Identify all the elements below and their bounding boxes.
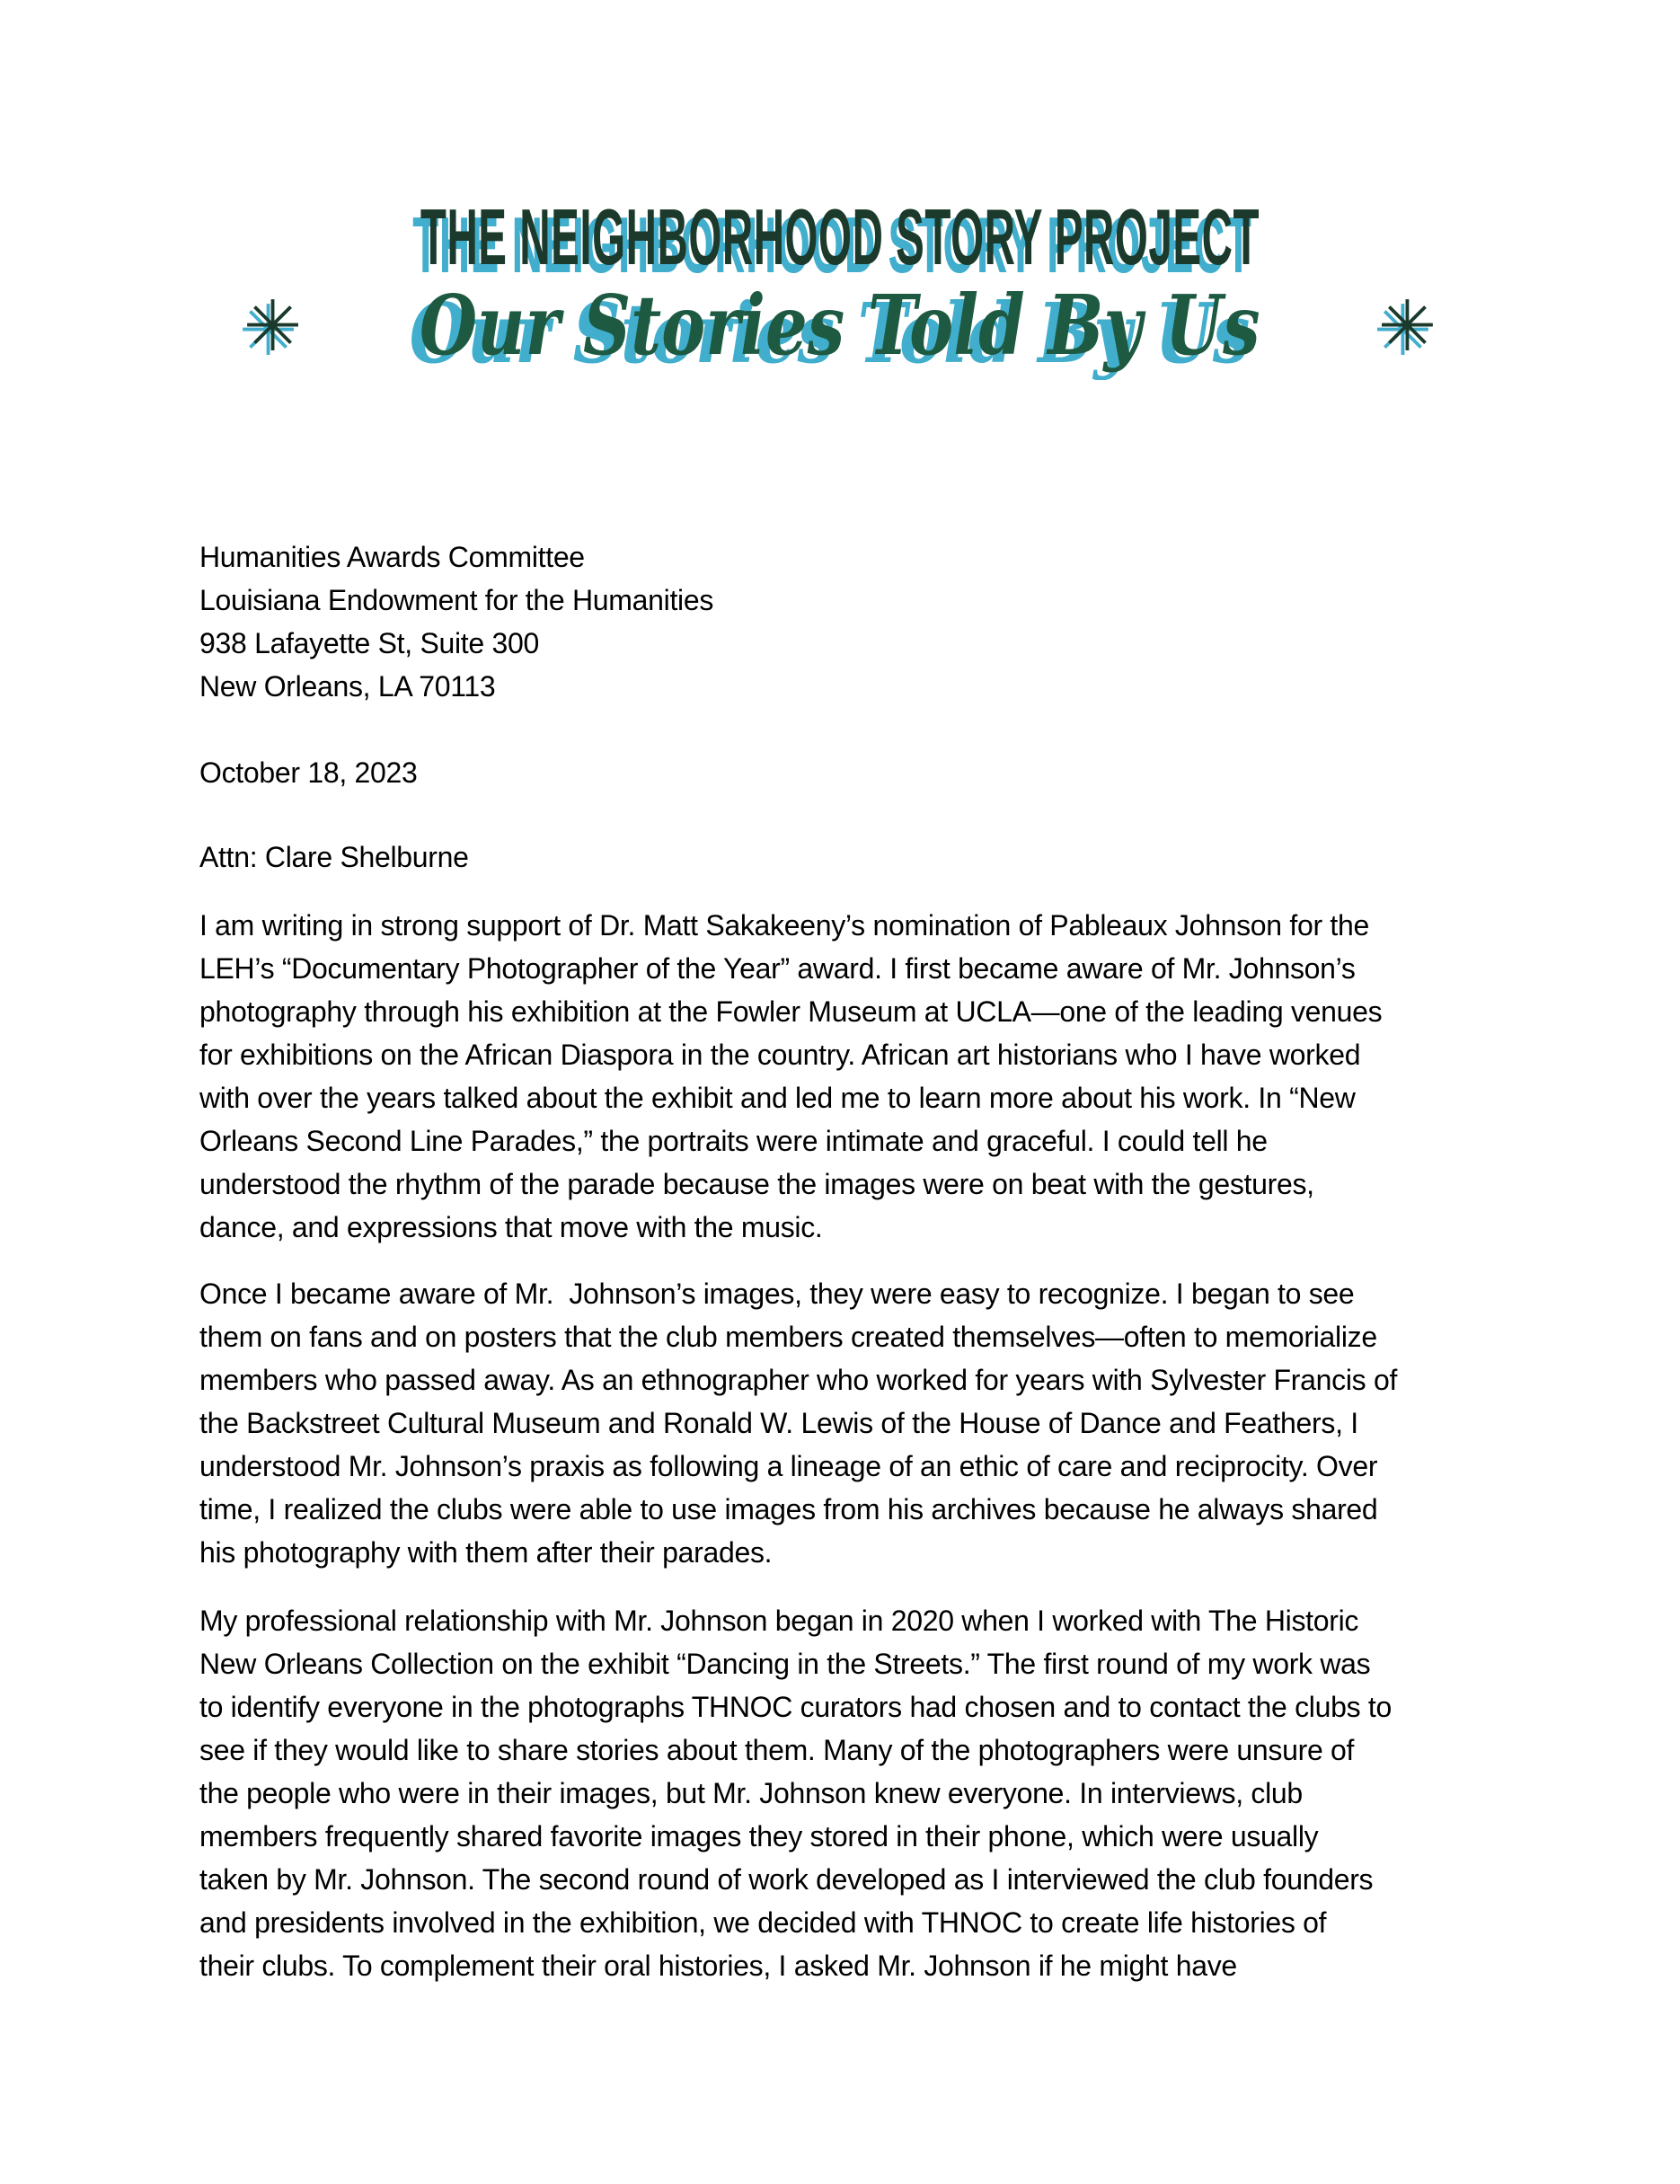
letter-paragraph-1: [199, 904, 1601, 1249]
letter-line: members who passed away. As an ethnographer who worked for years with Sylvester Francis of: [199, 1364, 1398, 1396]
letter-line: members frequently shared favorite images they stored in their phone, which were usually: [199, 1820, 1319, 1852]
letter-line: their clubs. To complement their oral histories, I asked Mr. Johnson if he might have: [199, 1950, 1237, 1982]
letter-paragraph-2: [199, 1272, 1601, 1574]
address-line: Humanities Awards Committee: [199, 541, 585, 573]
logo-title: THE NEIGHBORHOOD STORY PROJECT: [420, 192, 1260, 281]
letter-line: the people who were in their images, but Mr. Johnson knew everyone. In interviews, club: [199, 1777, 1303, 1809]
letter-line: taken by Mr. Johnson. The second round of work developed as I interviewed the club founders: [199, 1863, 1374, 1896]
letter-line: for exhibitions on the African Diaspora in the country. African art historians who I have worked: [199, 1039, 1361, 1071]
letter-line: the Backstreet Cultural Museum and Ronald W. Lewis of the House of Dance and Feathers, I: [199, 1407, 1358, 1439]
address-line: 938 Lafayette St, Suite 300: [199, 627, 539, 659]
logo-tagline-text: Our Stories Told By Us: [420, 277, 1260, 374]
letter-line: Once I became aware of Mr. Johnson’s images, they were easy to recognize. I began to see: [199, 1278, 1355, 1310]
letter-line: see if they would like to share stories about them. Many of the photographers were unsure of: [199, 1734, 1355, 1766]
star-icon-left: ✳: [243, 286, 303, 366]
letter-line: Orleans Second Line Parades,” the portraits were intimate and graceful. I could tell he: [199, 1125, 1268, 1157]
letter-line: My professional relationship with Mr. Johnson began in 2020 when I worked with The Historic: [199, 1605, 1359, 1637]
address-line: New Orleans, LA 70113: [199, 670, 496, 703]
letterhead-logo: [0, 192, 1680, 374]
attention-line: Attn: Clare Shelburne: [199, 841, 469, 873]
logo-tagline: [0, 279, 1680, 374]
recipient-address: [199, 535, 1601, 708]
letter-line: New Orleans Collection on the exhibit “Dancing in the Streets.” The first round of my work was: [199, 1648, 1371, 1680]
letter-date-block: [199, 751, 1601, 794]
letter-date: October 18, 2023: [199, 756, 418, 789]
star-icon-right: ✳: [1377, 286, 1437, 366]
letter-line: dance, and expressions that move with the music.: [199, 1211, 823, 1243]
letter-body: [199, 535, 1601, 1987]
letter-line: photography through his exhibition at the Fowler Museum at UCLA—one of the leading venues: [199, 995, 1383, 1028]
letter-line: time, I realized the clubs were able to use images from his archives because he always shared: [199, 1493, 1378, 1525]
address-line: Louisiana Endowment for the Humanities: [199, 584, 714, 616]
attention-block: [199, 836, 1601, 879]
letter-line: understood Mr. Johnson’s praxis as following a lineage of an ethic of care and reciprocity. Over: [199, 1450, 1378, 1482]
letter-line: with over the years talked about the exhibit and led me to learn more about his work. In “New: [199, 1082, 1356, 1114]
letter-line: understood the rhythm of the parade because the images were on beat with the gestures,: [199, 1168, 1314, 1200]
letter-line: and presidents involved in the exhibition, we decided with THNOC to create life histories of: [199, 1906, 1327, 1939]
letter-line: his photography with them after their parades.: [199, 1536, 773, 1569]
letter-line: LEH’s “Documentary Photographer of the Year” award. I first became aware of Mr. Johnson’s: [199, 952, 1356, 985]
letter-line: I am writing in strong support of Dr. Matt Sakakeeny’s nomination of Pableaux Johnson for the: [199, 909, 1370, 942]
letter-line: to identify everyone in the photographs THNOC curators had chosen and to contact the clubs to: [199, 1691, 1392, 1723]
letter-paragraph-3: [199, 1599, 1601, 1987]
letter-line: them on fans and on posters that the club members created themselves—often to memorialize: [199, 1321, 1377, 1353]
